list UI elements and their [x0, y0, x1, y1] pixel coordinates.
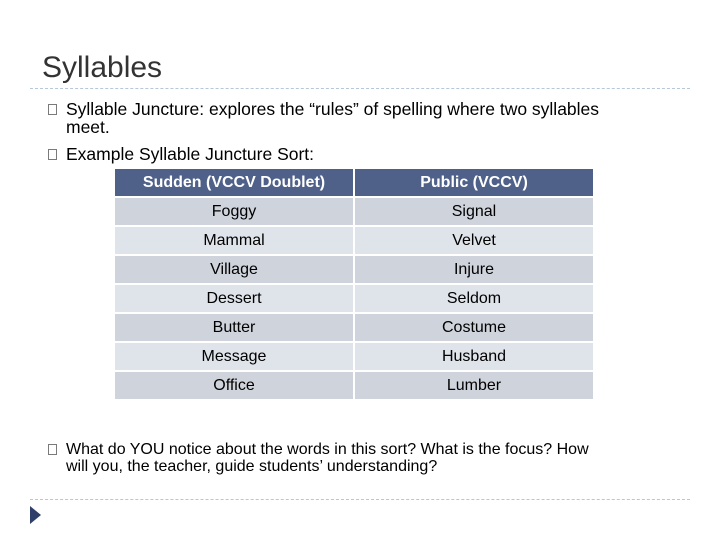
- table-cell: Velvet: [354, 226, 594, 255]
- table-cell: Message: [114, 342, 354, 371]
- table-row: [114, 197, 594, 226]
- syllable-sort-table: [113, 167, 595, 401]
- table-row: [114, 342, 594, 371]
- table-row: [114, 284, 594, 313]
- table-cell: Dessert: [114, 284, 354, 313]
- table-cell: Husband: [354, 342, 594, 371]
- table-row: [114, 226, 594, 255]
- table-cell: Lumber: [354, 371, 594, 400]
- table-cell: Village: [114, 255, 354, 284]
- table-cell: Costume: [354, 313, 594, 342]
- bullet-text-line1: What do YOU notice about the words in this sort? What is the focus? How: [66, 441, 589, 458]
- bullet-text-line2: meet.: [66, 117, 110, 137]
- table-cell: Mammal: [114, 226, 354, 255]
- slide-title: Syllables: [42, 51, 163, 84]
- table-row: [114, 313, 594, 342]
- table-header-row: [114, 168, 594, 197]
- bullet-text-line1: Syllable Juncture: explores the “rules” of spelling where two syllables: [66, 99, 600, 119]
- footer-divider: [30, 499, 690, 500]
- column-header-sudden: Sudden (VCCV Doublet): [114, 168, 354, 197]
- square-bullet-icon: [48, 444, 57, 455]
- column-header-public: Public (VCCV): [354, 168, 594, 197]
- table-cell: Foggy: [114, 197, 354, 226]
- next-slide-arrow-icon[interactable]: [30, 506, 41, 524]
- square-bullet-icon: [48, 149, 57, 160]
- table-cell: Seldom: [354, 284, 594, 313]
- table-row: [114, 371, 594, 400]
- table-cell: Injure: [354, 255, 594, 284]
- title-divider: [30, 88, 690, 89]
- bullet-text-line2: will you, the teacher, guide students’ understanding?: [66, 458, 438, 475]
- bullet-text-line1: Example Syllable Juncture Sort:: [66, 144, 315, 164]
- table-cell: Office: [114, 371, 354, 400]
- square-bullet-icon: [48, 104, 57, 115]
- table-cell: Butter: [114, 313, 354, 342]
- table-row: [114, 255, 594, 284]
- table-cell: Signal: [354, 197, 594, 226]
